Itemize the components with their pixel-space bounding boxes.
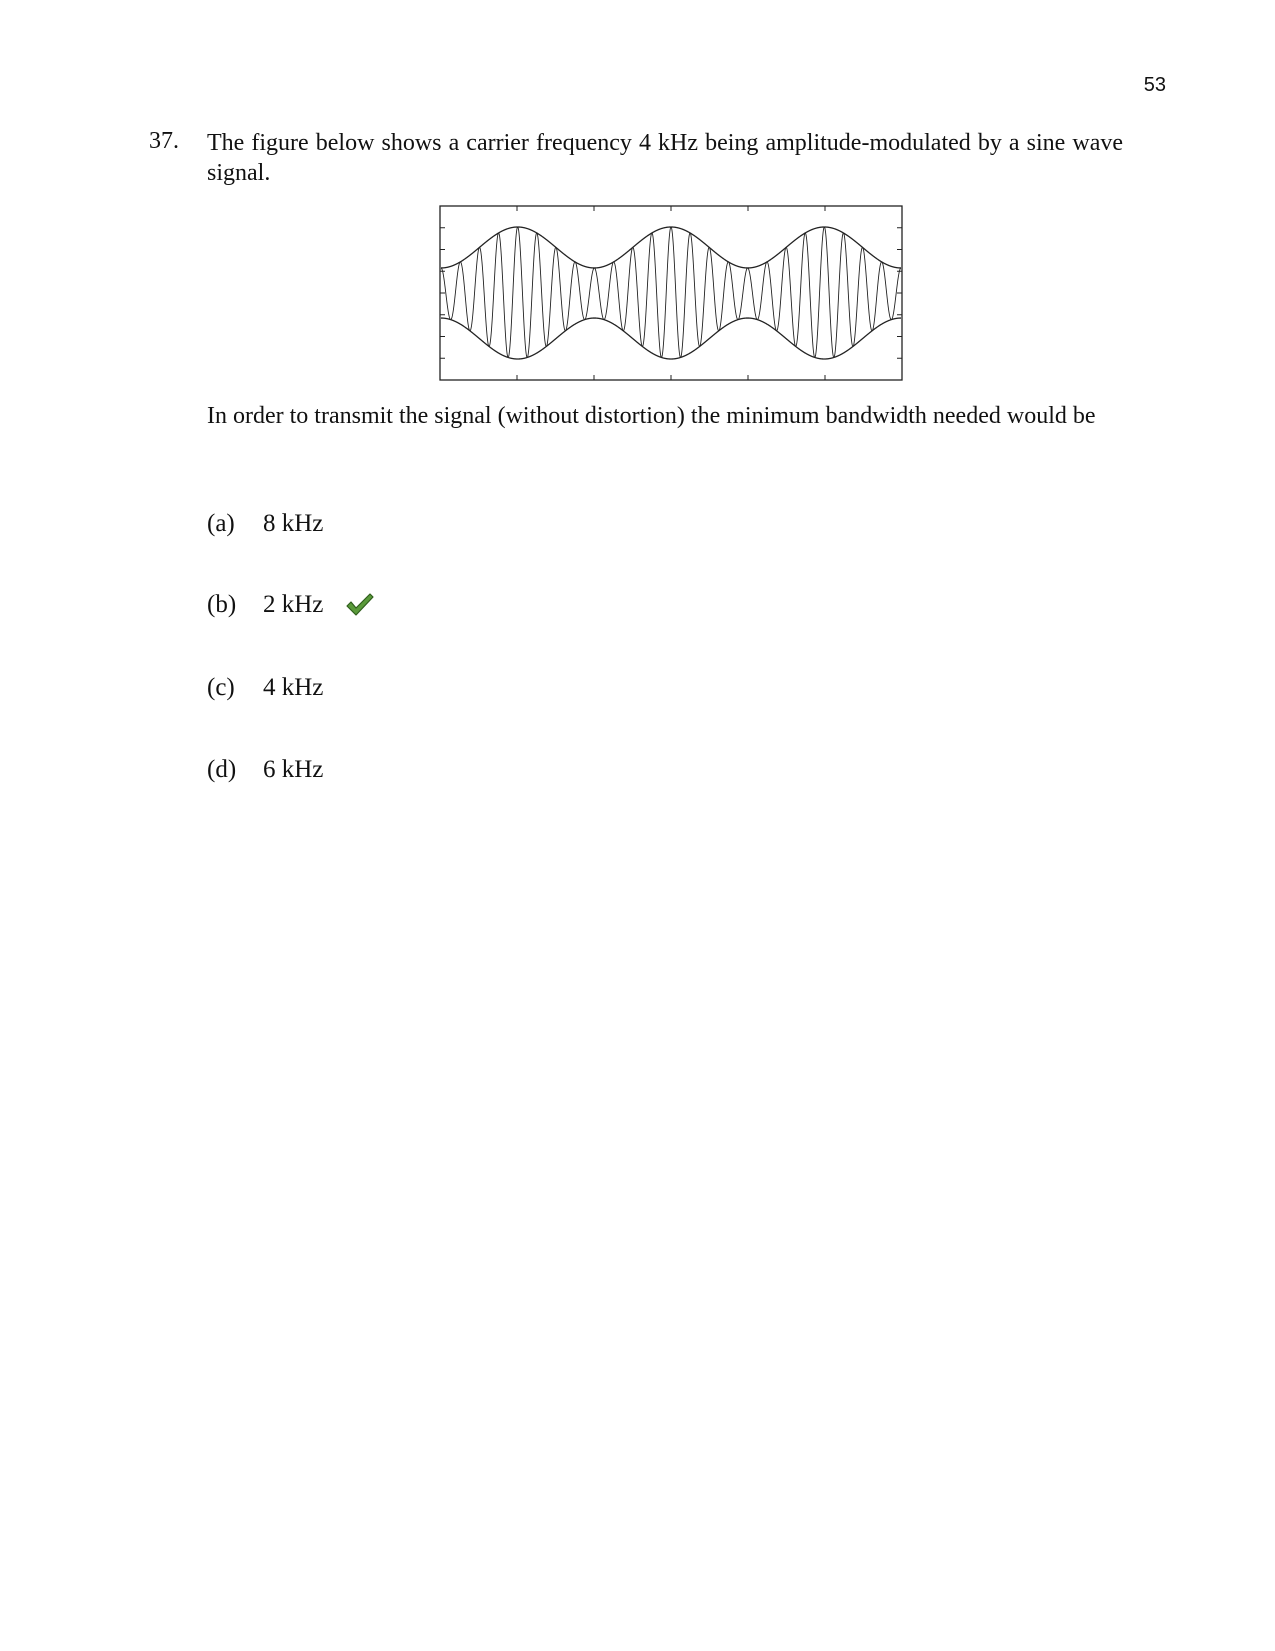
option-value: 2 kHz [263,591,324,618]
page-number: 53 [1143,74,1166,96]
option-label: (c) [207,674,235,701]
option-value: 8 kHz [263,510,324,537]
lower-envelope-line [441,318,901,359]
upper-envelope-line [441,227,901,268]
option-a[interactable] [207,508,323,540]
question-number: 37. [149,128,179,154]
option-label: (d) [207,756,237,783]
modulated-carrier-line [441,227,901,357]
am-waveform-figure [438,204,904,382]
option-value: 6 kHz [263,756,324,783]
checkmark-icon [345,592,375,618]
question-prompt: In order to transmit the signal (without distortion) the minimum bandwidth needed would be [207,403,1096,429]
question-text: The figure below shows a carrier frequency 4 kHz being amplitude-modulated by a sine wave signal. [207,130,1123,186]
option-value: 4 kHz [263,674,324,701]
option-c[interactable] [207,672,323,704]
option-label: (a) [207,510,235,537]
option-d[interactable] [207,754,323,786]
am-waveform-chart [438,204,904,382]
option-b[interactable] [207,589,375,621]
option-label: (b) [207,591,237,618]
